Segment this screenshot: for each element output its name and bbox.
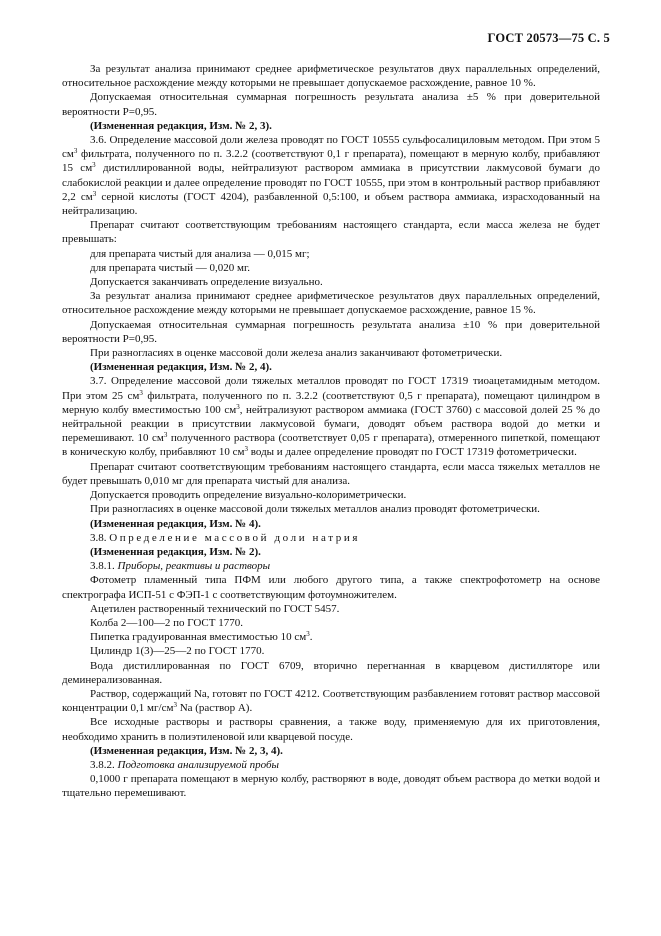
paragraph: За результат анализа принимают среднее арифметическое результатов двух параллельных определений, относительное расхождение между которыми не превышает допускаемое расхождение, равное 15 %. [62, 290, 600, 317]
paragraph: Ацетилен растворенный технический по ГОСТ 5457. [90, 602, 340, 615]
paragraph: Раствор, содержащий Na, готовят по ГОСТ 4212. Соответствующим разбавлением готовят раствор массовой концентрации 0,1 $мг/см^3$ Na (раствор А). [62, 687, 600, 715]
list-item: для препарата чистый — 0,020 мг. [90, 261, 250, 274]
section-3-7: 3.7. Определение массовой доли тяжелых металлов проводят по ГОСТ 17319 тиоацетамидным методом. При этом 25 $см^3$ фильтрата, полученного по п. 3.2.2 (соответствуют 0,5 г препарата), помещают цилиндром в мерную колбу вместимостью 100 $см^3$, нейтрализуют раствором аммиака (ГОСТ 3760) с массовой долей 25 % до нейтральной реакции в присутствии лакмусовой бумаги, доводят объем раствора водой до метки и перемешивают. 10 $см^3$ полученного раствора (соответствует 0,05 г препарата), отмеренного пипеткой, помещают в коническую колбу, прибавляют 10 $см^3$ воды и далее определение проводят по ГОСТ 17319 фотометрически. [62, 375, 601, 459]
paragraph: Фотометр пламенный типа ПФМ или любого другого типа, а также спектрофотометр на основе спектрографа ИСП-51 с ФЭП-1 с соответствующим фотоумножителем. [62, 574, 600, 601]
paragraph: Допускается проводить определение визуально-колориметрически. [90, 489, 407, 502]
paragraph: 0,1000 г препарата помещают в мерную колбу, растворяют в воде, доводят объем раствора до метки водой и тщательно перемешивают. [62, 773, 600, 800]
paragraph: Цилиндр 1(3)—25—2 по ГОСТ 1770. [90, 645, 265, 658]
paragraph: Вода дистиллированная по ГОСТ 6709, вторично перегнанная в кварцевом дистилляторе или деминерализованная. [62, 659, 600, 686]
paragraph: Препарат считают соответствующим требованиям настоящего стандарта, если масса тяжелых металлов не будет превышать 0,010 мг для препарата чистый для анализа. [62, 460, 600, 487]
revision-note: (Измененная редакция, Изм. № 2, 3). [90, 119, 272, 132]
paragraph: Пипетка градуированная вместимостью 10 $см^3$. [90, 630, 313, 644]
paragraph: Колба 2—100—2 по ГОСТ 1770. [90, 616, 243, 629]
paragraph: При разногласиях в оценке массовой доли тяжелых металлов анализ проводят фотометрически. [90, 503, 540, 516]
paragraph: Все исходные растворы и растворы сравнения, а также воду, применяемую для их приготовления, необходимо хранить в полиэтиленовой или кварцевой посуде. [62, 716, 600, 743]
paragraph: Препарат считают соответствующим требованиям настоящего стандарта, если масса железа не будет превышать: [62, 219, 600, 246]
revision-note: (Измененная редакция, Изм. № 2). [90, 545, 261, 558]
section-3-8-heading: 3.8. Определение массовой доли натрия [90, 531, 361, 544]
paragraph: Допускаемая относительная суммарная погрешность результата анализа ±5 % при доверительной вероятности Р=0,95. [62, 91, 600, 118]
section-3-8-2-heading: 3.8.2. Подготовка анализируемой пробы [90, 758, 279, 771]
paragraph: Допускается заканчивать определение визуально. [90, 276, 323, 289]
page-header: ГОСТ 20573—75 С. 5 [487, 31, 610, 45]
section-3-8-1-heading: 3.8.1. Приборы, реактивы и растворы [90, 560, 271, 573]
paragraph: При разногласиях в оценке массовой доли железа анализ заканчивают фотометрически. [90, 347, 503, 360]
revision-note: (Измененная редакция, Изм. № 4). [90, 517, 261, 530]
document-body [62, 62, 600, 801]
paragraph: За результат анализа принимают среднее арифметическое результатов двух параллельных определений, относительное расхождение между которыми не превышает допускаемое расхождение, равное 10 %. [62, 63, 600, 90]
paragraph: Допускаемая относительная суммарная погрешность результата анализа ±10 % при доверительной вероятности Р=0,95. [62, 318, 600, 345]
list-item: для препарата чистый для анализа — 0,015 мг; [90, 247, 310, 260]
revision-note: (Измененная редакция, Изм. № 2, 3, 4). [90, 744, 283, 757]
revision-note: (Измененная редакция, Изм. № 2, 4). [90, 361, 272, 374]
section-3-6: 3.6. Определение массовой доли железа проводят по ГОСТ 10555 сульфосалициловым методом. При этом 5 $см^3$ фильтрата, полученного по п. 3.2.2 (соответствуют 0,1 г препарата), помещают в мерную колбу, прибавляют 15 $см^3$ дистиллированной воды, нейтрализуют раствором аммиака в присутствии лакмусовой бумаги до слабокислой реакции и далее определение проводят по ГОСТ 10555, при этом в контрольный раствор прибавляют 2,2 $см^3$ серной кислоты (ГОСТ 4204), разбавленной 0,5:100, и объем раствора аммиака, израсходованный на нейтрализацию. [62, 134, 600, 218]
